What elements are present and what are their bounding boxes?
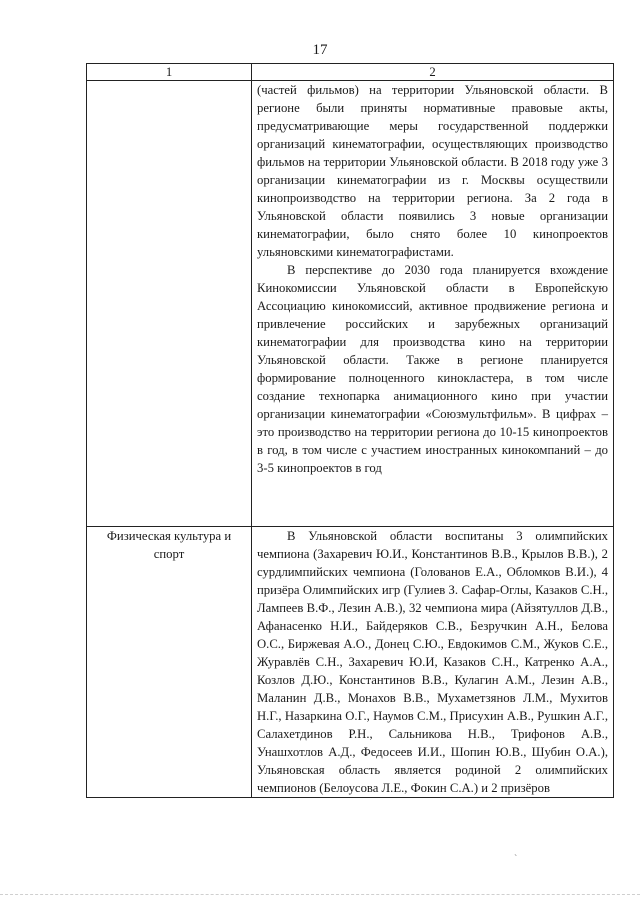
- description-cell: [252, 81, 614, 527]
- content-table: [86, 63, 614, 798]
- paragraph: В перспективе до 2030 года планируется вхождение Кинокомиссии Ульяновской области в Европейскую Ассоциацию кинокомиссий, активное продвижение региона и привлечение российских и зарубежных организаций кинематографии для производства кино на территории Ульяновской области. Также в регионе планируется формирование полноценного кинокластера, в том числе создание технопарка анимационного кино при участии организации кинематографии «Союзмультфильм». В цифрах – это производство на территории региона до 10-15 кинопроектов в год, в том числе с участием иностранных кинокомпаний – до 3-5 кинопроектов в год: [257, 263, 608, 475]
- table-header-row: [87, 64, 614, 81]
- page-edge-line: [0, 894, 640, 895]
- sector-cell: Физическая культура и спорт: [87, 527, 252, 798]
- column-header-1: 1: [87, 64, 252, 81]
- paragraph: (частей фильмов) на территории Ульяновской области. В регионе были приняты нормативные правовые акты, предусматривающие меры государственной поддержки организаций кинематографии, осуществляющих производство фильмов на территории Ульяновской области. В 2018 году уже 3 организации кинематографии из г. Москвы осуществили кинопроизводство на территории региона. За 2 года в Ульяновской области появились 3 новые организации кинематографии, было снято более 10 кинопроектов ульяновскими кинематографистами.: [257, 83, 608, 259]
- description-cell: [252, 527, 614, 798]
- scan-mark: `: [514, 854, 518, 865]
- page-number: 17: [312, 42, 328, 58]
- sector-cell: [87, 81, 252, 527]
- table-row: [87, 81, 614, 527]
- paragraph: В Ульяновской области воспитаны 3 олимпийских чемпиона (Захаревич Ю.И., Константинов В.В., Крылов В.В.), 2 сурдлимпийских чемпиона (Голованов Е.А., Обломков В.И.), 4 призёра Олимпийских игр (Гулиев З. Сафар-Оглы, Казаков С.Н., Лампеев В.Ф., Лезин А.В.), 32 чемпиона мира (Айзятуллов Д.В., Афанасенко Н.И., Байдеряков С.В., Безручкин А.Н., Белова О.С., Биржевая А.О., Донец С.Ю., Евдокимов С.М., Жуков С.Е., Журавлёв С.Н., Захаревич Ю.И, Казаков С.Н., Катренко А.А., Козлов Д.Ю., Константинов В.В., Кулагин А.М., Лезин А.В., Маланин Д.В., Монахов В.В., Мухаметзянов Л.М., Мухитов Н.Г., Назаркина О.Г., Наумов С.М., Присухин А.В., Рушкин А.Г., Салахетдинов Р.Н., Сальникова Н.В., Трифонов А.В., Унашхотлов А.Д., Федосеев И.И., Шопин Ю.В., Шубин О.А.), Ульяновская область является родиной 2 олимпийских чемпионов (Белоусова Л.Е., Фокин С.А.) и 2 призёров: [257, 529, 608, 795]
- table-row: [87, 527, 614, 798]
- column-header-2: 2: [252, 64, 614, 81]
